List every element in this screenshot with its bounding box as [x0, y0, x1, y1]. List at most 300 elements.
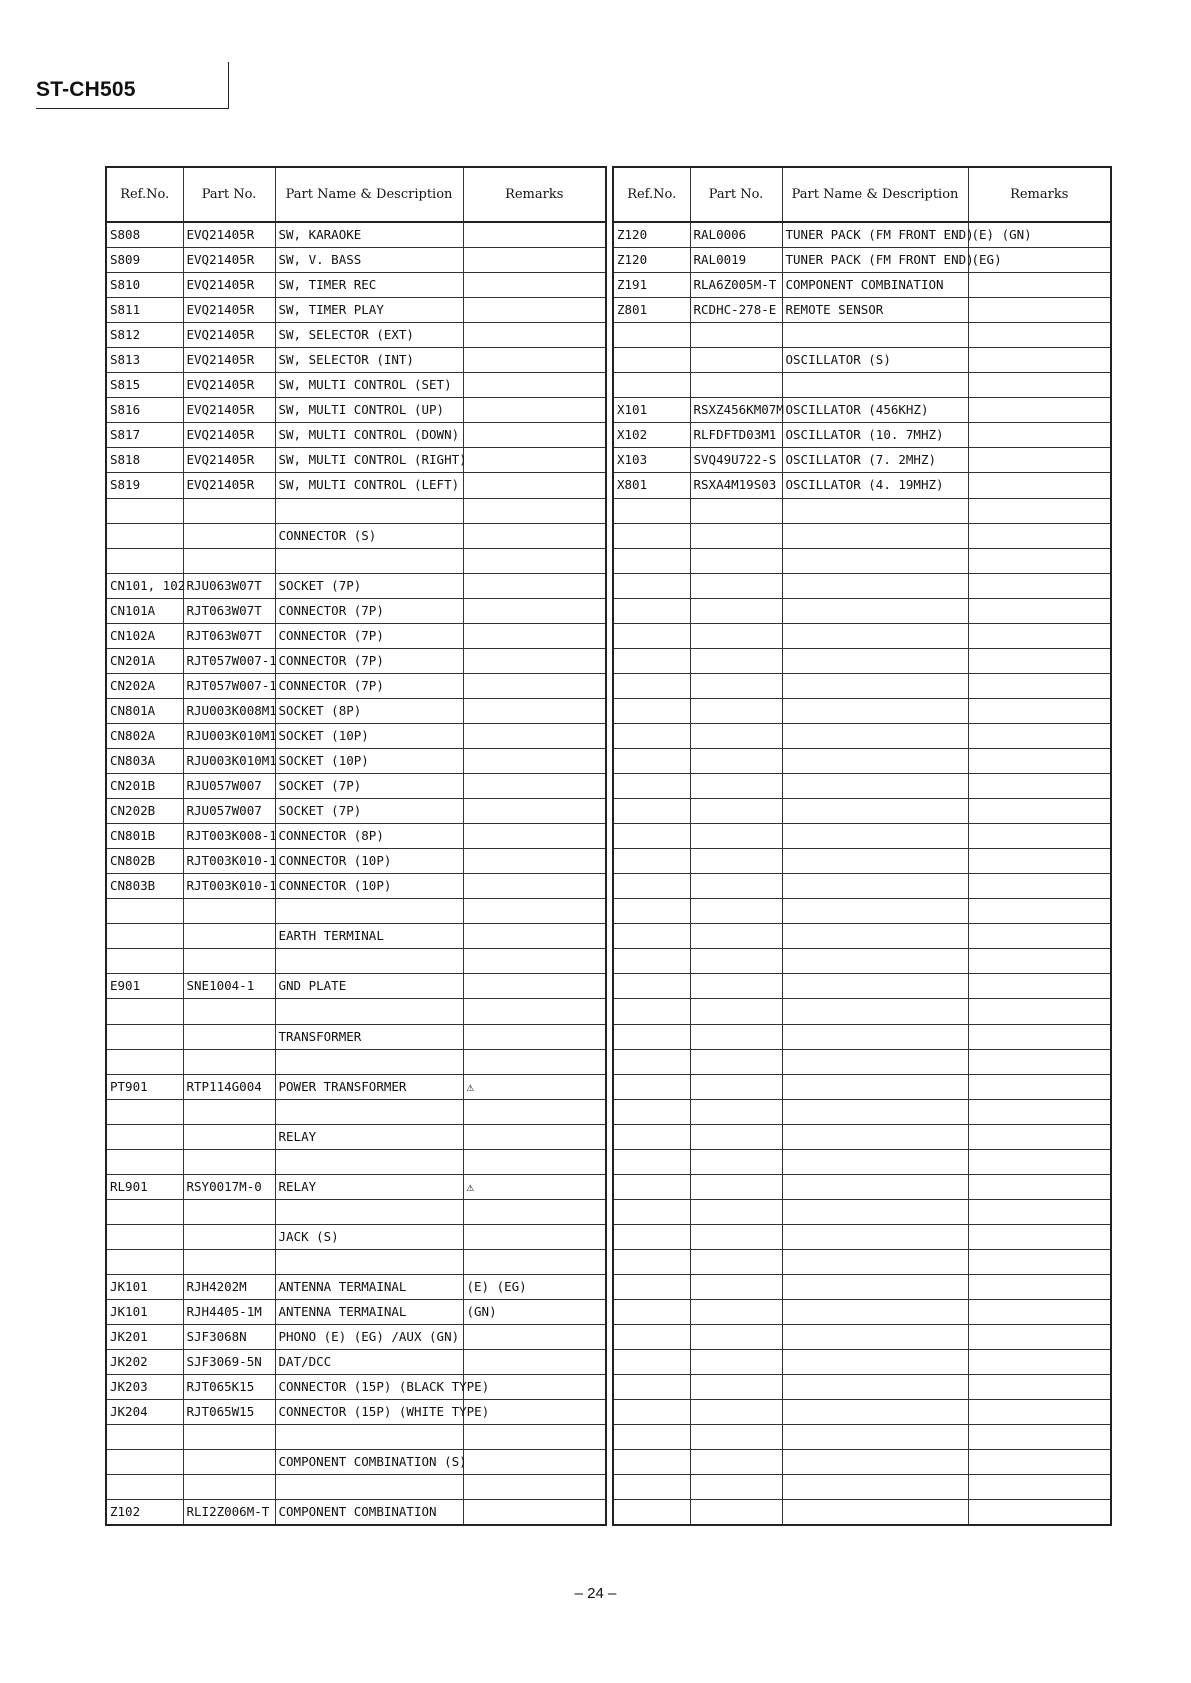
table-row [106, 548, 606, 573]
table-row [106, 598, 606, 623]
warning-icon: ⚠ [463, 1074, 606, 1099]
description-cell [782, 1475, 968, 1500]
table-row [613, 1074, 1111, 1099]
description-cell [782, 323, 968, 348]
remarks-cell [463, 1325, 606, 1350]
description-cell [782, 974, 968, 999]
description-cell: RELAY [275, 1174, 463, 1199]
part-no-cell [183, 899, 275, 924]
description-cell: CONNECTOR (7P) [275, 673, 463, 698]
ref-no-cell: CN803A [106, 748, 183, 773]
ref-no-cell: X801 [613, 473, 690, 498]
ref-no-cell [613, 1375, 690, 1400]
description-cell: POWER TRANSFORMER [275, 1074, 463, 1099]
remarks-cell [463, 473, 606, 498]
part-no-cell: SJF3068N [183, 1325, 275, 1350]
ref-no-cell [613, 1325, 690, 1350]
ref-no-cell [106, 1224, 183, 1249]
description-cell [275, 548, 463, 573]
table-row [613, 623, 1111, 648]
parts-table-left [105, 166, 607, 1526]
description-cell: SW, TIMER REC [275, 273, 463, 298]
part-no-cell [690, 1500, 782, 1526]
part-no-cell [183, 1124, 275, 1149]
ref-no-cell: S809 [106, 248, 183, 273]
table-row [613, 298, 1111, 323]
ref-no-cell [106, 1049, 183, 1074]
part-no-cell [690, 1274, 782, 1299]
description-cell [275, 1199, 463, 1224]
table-row [106, 398, 606, 423]
description-cell [275, 1049, 463, 1074]
description-cell: GND PLATE [275, 974, 463, 999]
description-cell: CONNECTOR (7P) [275, 623, 463, 648]
remarks-cell [968, 1074, 1111, 1099]
table-row [613, 348, 1111, 373]
part-no-cell [690, 949, 782, 974]
table-row [613, 673, 1111, 698]
ref-no-cell [613, 1049, 690, 1074]
ref-no-cell: S818 [106, 448, 183, 473]
table-row [106, 1300, 606, 1325]
remarks-cell [968, 598, 1111, 623]
ref-no-cell: Z120 [613, 222, 690, 248]
remarks-cell [463, 248, 606, 273]
table-row [106, 1024, 606, 1049]
ref-no-cell [613, 849, 690, 874]
remarks-cell [463, 1425, 606, 1450]
remarks-cell [968, 774, 1111, 799]
part-no-cell [690, 1249, 782, 1274]
remarks-cell [968, 623, 1111, 648]
remarks-cell [968, 1500, 1111, 1526]
description-cell [782, 1300, 968, 1325]
table-row [106, 949, 606, 974]
remarks-cell [968, 1174, 1111, 1199]
part-no-cell [690, 924, 782, 949]
table-row [613, 473, 1111, 498]
remarks-cell [463, 824, 606, 849]
ref-no-cell: JK204 [106, 1400, 183, 1425]
ref-no-cell [613, 1300, 690, 1325]
description-cell [782, 799, 968, 824]
table-row [613, 774, 1111, 799]
table-row [613, 1174, 1111, 1199]
description-cell [782, 573, 968, 598]
remarks-cell: (GN) [463, 1300, 606, 1325]
part-no-cell: EVQ21405R [183, 323, 275, 348]
description-cell [782, 648, 968, 673]
remarks-cell [968, 423, 1111, 448]
description-cell: REMOTE SENSOR [782, 298, 968, 323]
part-no-cell: RJT063W07T [183, 598, 275, 623]
ref-no-cell [613, 698, 690, 723]
remarks-cell [463, 373, 606, 398]
description-cell [782, 698, 968, 723]
remarks-cell [463, 298, 606, 323]
part-no-cell: RJH4405-1M [183, 1300, 275, 1325]
table-row [613, 423, 1111, 448]
table-row [613, 1124, 1111, 1149]
remarks-cell [968, 1099, 1111, 1124]
part-no-cell: RTP114G004 [183, 1074, 275, 1099]
table-row [613, 573, 1111, 598]
remarks-cell [968, 1124, 1111, 1149]
description-cell [275, 1475, 463, 1500]
remarks-cell [968, 1224, 1111, 1249]
description-cell: SW, SELECTOR (INT) [275, 348, 463, 373]
col-remarks: Remarks [463, 167, 606, 222]
description-cell [782, 1174, 968, 1199]
remarks-cell [968, 1274, 1111, 1299]
description-cell [275, 1425, 463, 1450]
table-row [613, 849, 1111, 874]
ref-no-cell: CN802B [106, 849, 183, 874]
table-row [106, 1350, 606, 1375]
remarks-cell [463, 548, 606, 573]
ref-no-cell: Z120 [613, 248, 690, 273]
description-cell: COMPONENT COMBINATION (S) [275, 1450, 463, 1475]
remarks-cell [463, 723, 606, 748]
part-no-cell [690, 1199, 782, 1224]
table-row [106, 1325, 606, 1350]
table-row [106, 1425, 606, 1450]
table-row [613, 698, 1111, 723]
table-row [613, 924, 1111, 949]
part-no-cell: RJU057W007 [183, 774, 275, 799]
part-no-cell [183, 1149, 275, 1174]
ref-no-cell: CN202B [106, 799, 183, 824]
table-row [106, 1124, 606, 1149]
remarks-cell [968, 1350, 1111, 1375]
ref-no-cell: JK203 [106, 1375, 183, 1400]
table-row [613, 1049, 1111, 1074]
part-no-cell [183, 1099, 275, 1124]
remarks-cell [968, 348, 1111, 373]
table-row [106, 273, 606, 298]
remarks-cell [968, 1300, 1111, 1325]
remarks-cell [463, 1099, 606, 1124]
remarks-cell [968, 1400, 1111, 1425]
description-cell [782, 1049, 968, 1074]
description-cell: SOCKET (10P) [275, 723, 463, 748]
description-cell: CONNECTOR (10P) [275, 849, 463, 874]
part-no-cell: EVQ21405R [183, 273, 275, 298]
part-no-cell: RJT063W07T [183, 623, 275, 648]
ref-no-cell [106, 1249, 183, 1274]
description-cell [275, 1099, 463, 1124]
remarks-cell [463, 423, 606, 448]
part-no-cell: RJT003K010-1 [183, 849, 275, 874]
remarks-cell [968, 648, 1111, 673]
part-no-cell [690, 573, 782, 598]
description-cell: CONNECTOR (15P) (WHITE TYPE) [275, 1400, 463, 1425]
col-remarks: Remarks [968, 167, 1111, 222]
part-no-cell [690, 1024, 782, 1049]
description-cell [782, 373, 968, 398]
ref-no-cell: S810 [106, 273, 183, 298]
ref-no-cell [613, 1024, 690, 1049]
description-cell: OSCILLATOR (7. 2MHZ) [782, 448, 968, 473]
table-row [106, 673, 606, 698]
remarks-cell [463, 598, 606, 623]
part-no-cell [690, 598, 782, 623]
part-no-cell [690, 698, 782, 723]
col-part-no: Part No. [690, 167, 782, 222]
ref-no-cell: JK101 [106, 1274, 183, 1299]
remarks-cell [463, 222, 606, 248]
table-row [613, 273, 1111, 298]
table-row [106, 874, 606, 899]
ref-no-cell [613, 824, 690, 849]
remarks-cell [463, 799, 606, 824]
col-part-no: Part No. [183, 167, 275, 222]
table-body-right [613, 222, 1111, 1525]
ref-no-cell [613, 1124, 690, 1149]
description-cell [782, 498, 968, 523]
remarks-cell [463, 648, 606, 673]
ref-no-cell: S819 [106, 473, 183, 498]
remarks-cell [968, 373, 1111, 398]
description-cell: CONNECTOR (8P) [275, 824, 463, 849]
part-no-cell: EVQ21405R [183, 222, 275, 248]
remarks-cell [968, 849, 1111, 874]
remarks-cell [463, 673, 606, 698]
description-cell [782, 1500, 968, 1526]
remarks-cell [463, 1249, 606, 1274]
description-cell: JACK (S) [275, 1224, 463, 1249]
table-row [613, 222, 1111, 248]
remarks-cell [968, 698, 1111, 723]
remarks-cell [463, 1450, 606, 1475]
part-no-cell: RJT057W007-1 [183, 648, 275, 673]
remarks-cell [968, 1475, 1111, 1500]
description-cell [782, 1224, 968, 1249]
part-no-cell [690, 1300, 782, 1325]
part-no-cell [690, 1450, 782, 1475]
remarks-cell [463, 323, 606, 348]
ref-no-cell [613, 348, 690, 373]
part-no-cell [183, 1249, 275, 1274]
remarks-cell [463, 698, 606, 723]
table-row [106, 222, 606, 248]
part-no-cell [183, 1450, 275, 1475]
remarks-cell [463, 1224, 606, 1249]
ref-no-cell [613, 1249, 690, 1274]
table-header-row [106, 167, 606, 222]
remarks-cell [968, 1149, 1111, 1174]
part-no-cell [690, 1074, 782, 1099]
part-no-cell [183, 1024, 275, 1049]
part-no-cell: RJU063W07T [183, 573, 275, 598]
description-cell [275, 498, 463, 523]
ref-no-cell [106, 949, 183, 974]
table-row [613, 974, 1111, 999]
part-no-cell [183, 523, 275, 548]
part-no-cell [183, 1199, 275, 1224]
ref-no-cell [106, 1199, 183, 1224]
part-no-cell [690, 774, 782, 799]
table-row [106, 999, 606, 1024]
remarks-cell [463, 1124, 606, 1149]
part-no-cell [183, 999, 275, 1024]
ref-no-cell: S815 [106, 373, 183, 398]
remarks-cell [968, 1049, 1111, 1074]
table-row [613, 1199, 1111, 1224]
remarks-cell [463, 573, 606, 598]
remarks-cell [968, 1425, 1111, 1450]
description-cell [275, 949, 463, 974]
part-no-cell [690, 1375, 782, 1400]
table-row [613, 949, 1111, 974]
table-row [106, 1174, 606, 1199]
table-row [613, 999, 1111, 1024]
table-row [106, 1475, 606, 1500]
part-no-cell: SNE1004-1 [183, 974, 275, 999]
part-no-cell: RJT003K008-1 [183, 824, 275, 849]
table-row [106, 1400, 606, 1425]
ref-no-cell [613, 548, 690, 573]
table-row [613, 1450, 1111, 1475]
ref-no-cell: E901 [106, 974, 183, 999]
part-no-cell: RJU057W007 [183, 799, 275, 824]
table-row [106, 1099, 606, 1124]
table-row [613, 1350, 1111, 1375]
part-no-cell [690, 999, 782, 1024]
description-cell [782, 748, 968, 773]
description-cell: TUNER PACK (FM FRONT END) [782, 222, 968, 248]
remarks-cell [463, 1475, 606, 1500]
ref-no-cell [613, 1099, 690, 1124]
ref-no-cell: JK201 [106, 1325, 183, 1350]
part-no-cell [690, 623, 782, 648]
ref-no-cell: S811 [106, 298, 183, 323]
remarks-cell [968, 398, 1111, 423]
ref-no-cell [613, 1274, 690, 1299]
description-cell: CONNECTOR (7P) [275, 648, 463, 673]
table-row [613, 1274, 1111, 1299]
table-row [106, 1375, 606, 1400]
ref-no-cell [106, 899, 183, 924]
table-row [106, 824, 606, 849]
table-row [613, 1224, 1111, 1249]
description-cell [782, 523, 968, 548]
description-cell [782, 949, 968, 974]
part-no-cell: RLFDFTD03M1 [690, 423, 782, 448]
description-cell [782, 1425, 968, 1450]
part-no-cell [690, 373, 782, 398]
table-row [106, 1450, 606, 1475]
table-row [106, 1500, 606, 1526]
table-row [106, 248, 606, 273]
remarks-cell [968, 298, 1111, 323]
remarks-cell [463, 899, 606, 924]
description-cell: RELAY [275, 1124, 463, 1149]
description-cell [275, 1249, 463, 1274]
ref-no-cell [613, 573, 690, 598]
remarks-cell [968, 448, 1111, 473]
ref-no-cell [613, 874, 690, 899]
description-cell [782, 774, 968, 799]
description-cell [782, 1124, 968, 1149]
table-row [106, 348, 606, 373]
part-no-cell: RJU003K010M1 [183, 723, 275, 748]
ref-no-cell [613, 924, 690, 949]
ref-no-cell: CN801A [106, 698, 183, 723]
description-cell [782, 874, 968, 899]
part-no-cell: EVQ21405R [183, 248, 275, 273]
part-no-cell [690, 1400, 782, 1425]
remarks-cell [463, 974, 606, 999]
table-row [613, 648, 1111, 673]
description-cell [782, 723, 968, 748]
table-row [106, 1249, 606, 1274]
part-no-cell [690, 323, 782, 348]
part-no-cell: RLI2Z006M-T [183, 1500, 275, 1526]
description-cell [782, 1350, 968, 1375]
remarks-cell [463, 1149, 606, 1174]
part-no-cell [690, 648, 782, 673]
description-cell: SOCKET (10P) [275, 748, 463, 773]
remarks-cell [463, 1500, 606, 1526]
part-no-cell [690, 1325, 782, 1350]
remarks-cell [968, 473, 1111, 498]
description-cell: COMPONENT COMBINATION [782, 273, 968, 298]
ref-no-cell [613, 673, 690, 698]
ref-no-cell: X103 [613, 448, 690, 473]
part-no-cell: RLA6Z005M-T [690, 273, 782, 298]
part-no-cell: RJU003K010M1 [183, 748, 275, 773]
col-ref-no: Ref.No. [106, 167, 183, 222]
ref-no-cell: X101 [613, 398, 690, 423]
part-no-cell: RAL0006 [690, 222, 782, 248]
remarks-cell [463, 498, 606, 523]
ref-no-cell [613, 1475, 690, 1500]
part-no-cell: EVQ21405R [183, 423, 275, 448]
table-row [106, 573, 606, 598]
table-body-left [106, 222, 606, 1525]
remarks-cell [968, 573, 1111, 598]
ref-no-cell: S812 [106, 323, 183, 348]
ref-no-cell [613, 623, 690, 648]
remarks-cell [463, 398, 606, 423]
table-row [613, 1149, 1111, 1174]
ref-no-cell: CN202A [106, 673, 183, 698]
part-no-cell: RJT003K010-1 [183, 874, 275, 899]
description-cell [782, 899, 968, 924]
description-cell [782, 924, 968, 949]
table-row [613, 1475, 1111, 1500]
ref-no-cell: CN102A [106, 623, 183, 648]
description-cell: OSCILLATOR (S) [782, 348, 968, 373]
part-no-cell: RSXA4M19S03 [690, 473, 782, 498]
description-cell [782, 1024, 968, 1049]
ref-no-cell [613, 799, 690, 824]
ref-no-cell: RL901 [106, 1174, 183, 1199]
description-cell [782, 999, 968, 1024]
remarks-cell [968, 1024, 1111, 1049]
remarks-cell [968, 999, 1111, 1024]
part-no-cell [690, 899, 782, 924]
table-row [613, 398, 1111, 423]
description-cell [782, 824, 968, 849]
ref-no-cell: CN101A [106, 598, 183, 623]
description-cell [782, 1099, 968, 1124]
description-cell: DAT/DCC [275, 1350, 463, 1375]
ref-no-cell [613, 1224, 690, 1249]
remarks-cell [968, 1199, 1111, 1224]
ref-no-cell [106, 1475, 183, 1500]
